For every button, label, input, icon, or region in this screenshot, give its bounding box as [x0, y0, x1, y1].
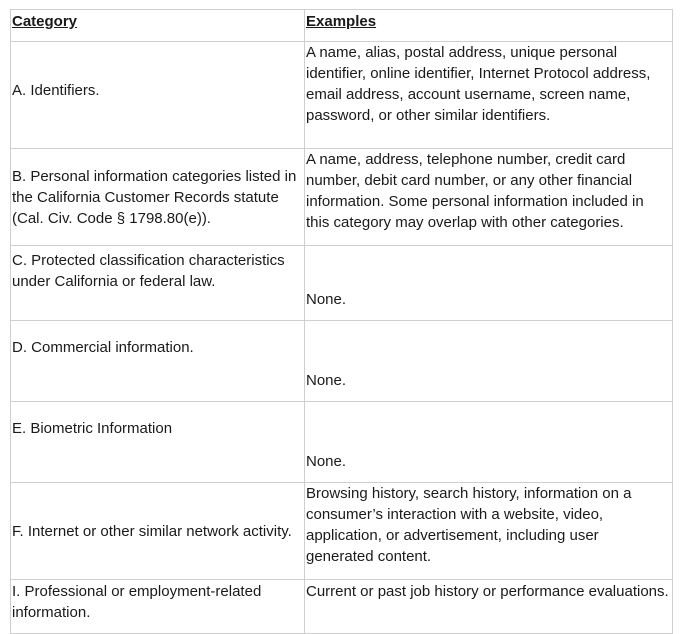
table-row — [11, 246, 673, 321]
category-cell: D. Commercial information. — [11, 321, 305, 402]
examples-cell: Browsing history, search history, information on a consumer’s interaction with a website, video, application, or advertisement, including user generated content. — [305, 483, 673, 580]
header-category: Category — [11, 10, 305, 42]
category-cell: A. Identifiers. — [11, 42, 305, 149]
category-cell: F. Internet or other similar network activity. — [11, 483, 305, 580]
table-row — [11, 149, 673, 246]
examples-cell: None. — [305, 246, 673, 321]
table-row — [11, 580, 673, 634]
categories-table — [10, 9, 673, 634]
category-cell: B. Personal information categories listed in the California Customer Records statute (Cal. Civ. Code § 1798.80(e)). — [11, 149, 305, 246]
examples-cell: A name, alias, postal address, unique personal identifier, online identifier, Internet Protocol address, email address, account username, screen name, password, or other similar identifiers. — [305, 42, 673, 149]
examples-cell: None. — [305, 321, 673, 402]
examples-cell: A name, address, telephone number, credit card number, debit card number, or any other financial information. Some personal information included in this category may overlap with other categories. — [305, 149, 673, 246]
category-cell: E. Biometric Information — [11, 402, 305, 483]
table-row — [11, 321, 673, 402]
table-row — [11, 42, 673, 149]
table-row — [11, 402, 673, 483]
examples-cell: None. — [305, 402, 673, 483]
category-cell: I. Professional or employment-related information. — [11, 580, 305, 634]
header-examples: Examples — [305, 10, 673, 42]
examples-cell: Current or past job history or performance evaluations. — [305, 580, 673, 634]
header-row — [11, 10, 673, 42]
category-cell: C. Protected classification characteristics under California or federal law. — [11, 246, 305, 321]
table-row — [11, 483, 673, 580]
